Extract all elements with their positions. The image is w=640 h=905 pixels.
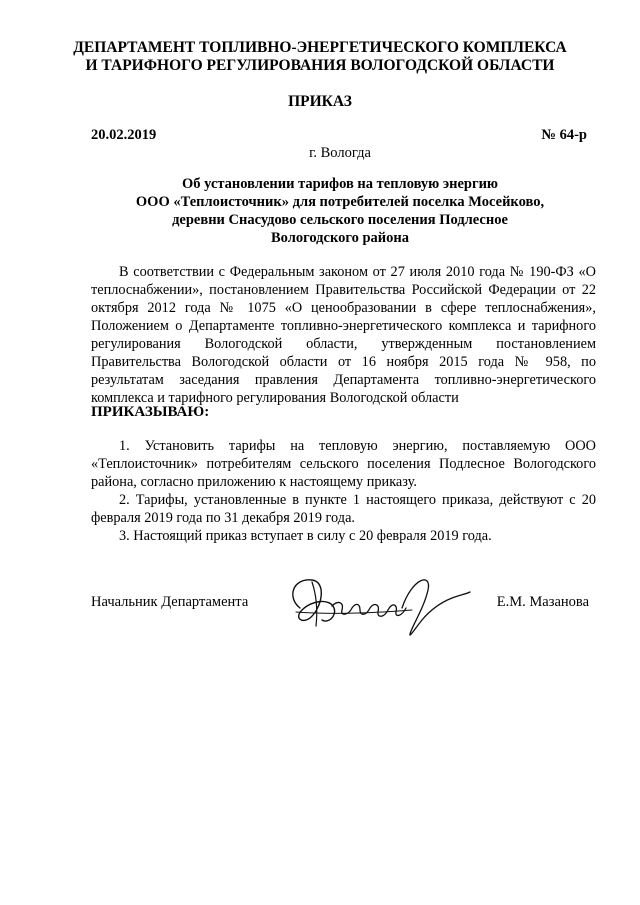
document-number: № 64-р xyxy=(541,127,587,143)
document-subject xyxy=(120,175,560,247)
order-item-1: 1. Установить тарифы на тепловую энергию, поставляемую ООО «Теплоисточник» потребителям сельского поселения Подлесное Вологодского района, согласно приложению к настоящему приказу. xyxy=(91,438,596,490)
document-type: ПРИКАЗ xyxy=(288,93,352,110)
order-item-2: 2. Тарифы, установленные в пункте 1 настоящего приказа, действуют с 20 февраля 2019 года по 31 декабря 2019 года. xyxy=(91,492,596,526)
subject-line-1: Об установлении тарифов на тепловую энергию xyxy=(181,176,499,192)
preamble-paragraph: В соответствии с Федеральным законом от 27 июля 2010 года № 190-ФЗ «О теплоснабжении», постановлением Правительства Российской Федерации от 22 октября 2012 года № 1075 «О ценообразовании в сфере теплоснабжения», Положением о Департаменте топливно-энергетического комплекса и тарифного регулирования Вологодской области, утвержденным постановлением Правительства Вологодской области от 16 ноября 2015 года № 958, по результатам заседания правления Департамента топливно-энергетического комплекса и тарифного регулирования Вологодской области xyxy=(91,264,596,406)
signer-title: Начальник Департамента xyxy=(91,594,249,610)
subject-line-4: Вологодского района xyxy=(271,230,409,246)
header-line-1: ДЕПАРТАМЕНТ ТОПЛИВНО-ЭНЕРГЕТИЧЕСКОГО КОМПЛЕКСА xyxy=(73,39,567,56)
department-header xyxy=(0,39,640,75)
handwritten-signature xyxy=(282,568,472,640)
document-date: 20.02.2019 xyxy=(91,127,157,143)
order-keyword: ПРИКАЗЫВАЮ: xyxy=(91,404,210,420)
signer-name: Е.М. Мазанова xyxy=(496,594,589,610)
document-city: г. Вологда xyxy=(309,145,371,161)
header-line-2: И ТАРИФНОГО РЕГУЛИРОВАНИЯ ВОЛОГОДСКОЙ ОБЛАСТИ xyxy=(85,57,555,74)
subject-line-3: деревни Снасудово сельского поселения Подлесное xyxy=(172,212,508,228)
subject-line-2: ООО «Теплоисточник» для потребителей поселка Мосейково, xyxy=(135,194,545,210)
order-item-3: 3. Настоящий приказ вступает в силу с 20 февраля 2019 года. xyxy=(119,528,492,544)
